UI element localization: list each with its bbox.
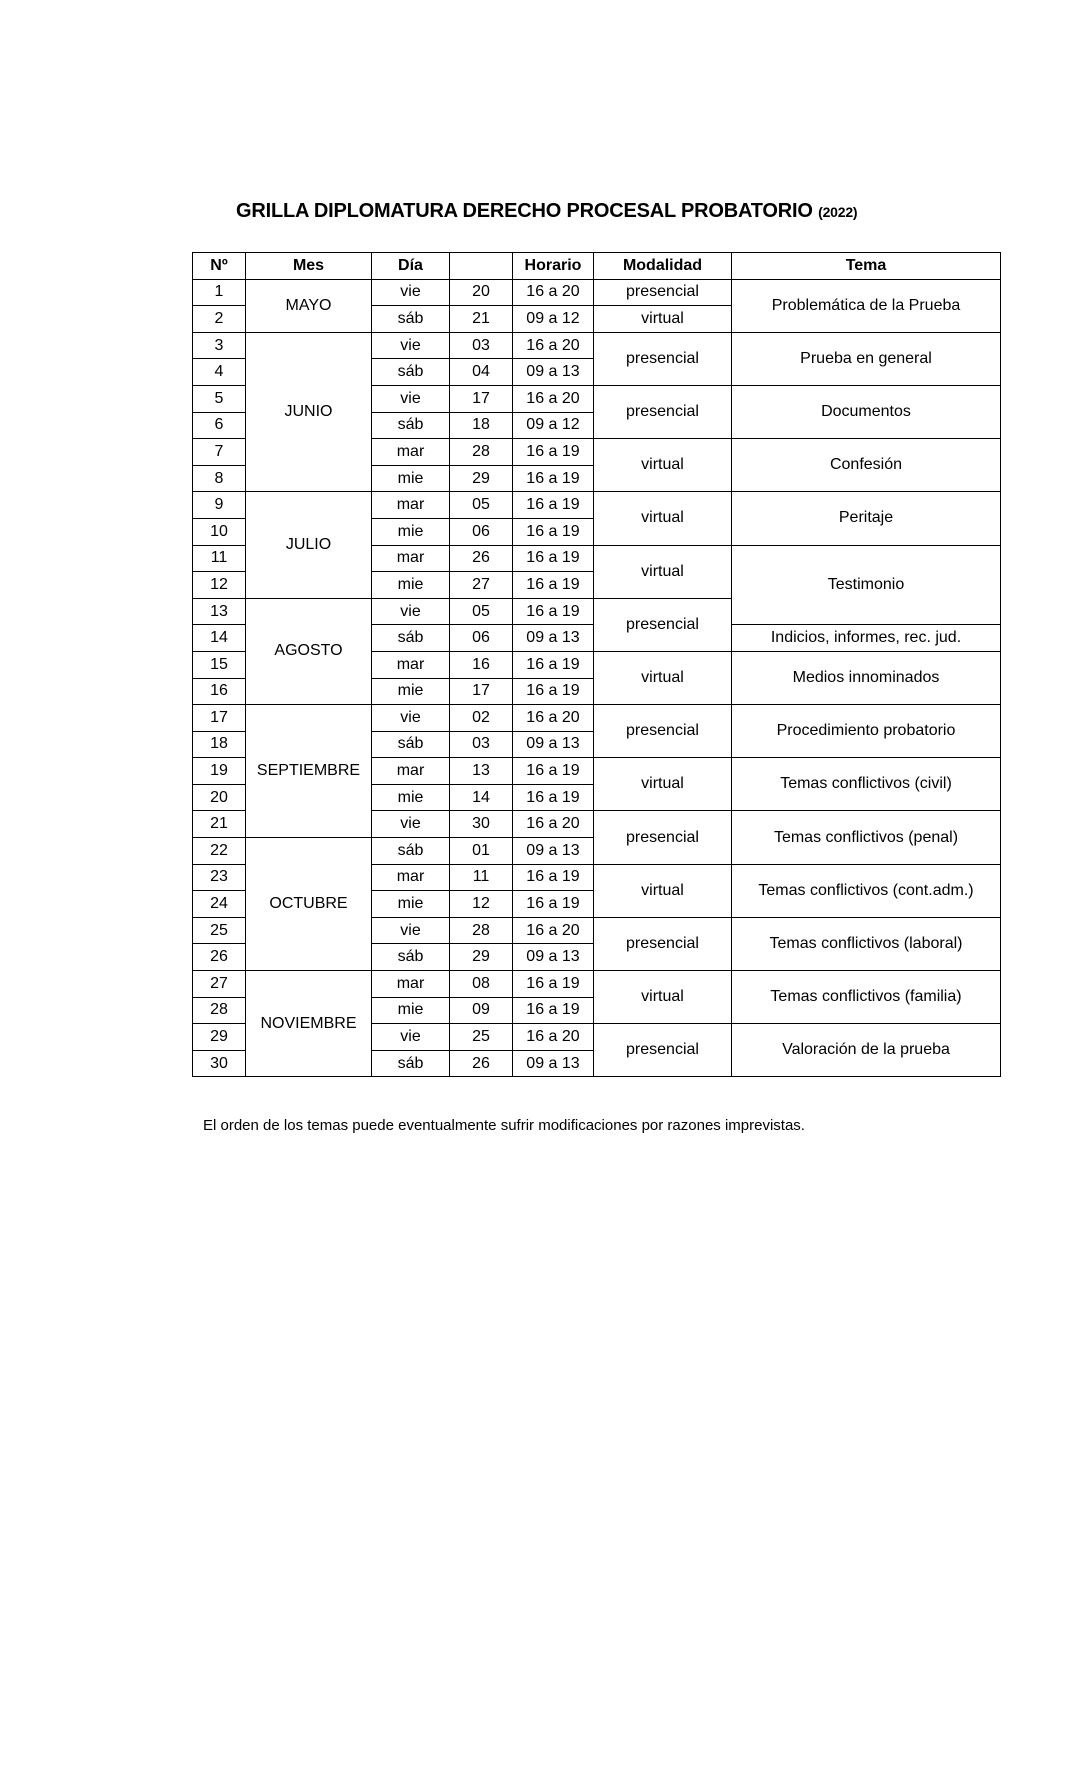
- cell-fecha: 30: [450, 811, 513, 838]
- cell-dia: sáb: [372, 306, 450, 333]
- cell-tema: Prueba en general: [732, 332, 1001, 385]
- table-row: [193, 279, 1001, 306]
- cell-dia: mar: [372, 439, 450, 466]
- cell-dia: mar: [372, 492, 450, 519]
- cell-fecha: 20: [450, 279, 513, 306]
- cell-dia: mie: [372, 997, 450, 1024]
- cell-horario: 16 a 20: [513, 385, 594, 412]
- cell-horario: 16 a 19: [513, 492, 594, 519]
- cell-dia: sáb: [372, 359, 450, 386]
- table-header-row: [193, 253, 1001, 280]
- header-tema: Tema: [732, 253, 1001, 280]
- cell-dia: mie: [372, 678, 450, 705]
- cell-fecha: 01: [450, 838, 513, 865]
- cell-numero: 27: [193, 971, 246, 998]
- cell-modalidad: virtual: [594, 758, 732, 811]
- cell-fecha: 29: [450, 465, 513, 492]
- cell-modalidad: presencial: [594, 811, 732, 864]
- cell-tema: Documentos: [732, 385, 1001, 438]
- cell-horario: 16 a 19: [513, 518, 594, 545]
- cell-tema: Temas conflictivos (penal): [732, 811, 1001, 864]
- cell-dia: mie: [372, 518, 450, 545]
- cell-fecha: 08: [450, 971, 513, 998]
- cell-fecha: 09: [450, 997, 513, 1024]
- header-modalidad: Modalidad: [594, 253, 732, 280]
- cell-dia: vie: [372, 385, 450, 412]
- cell-fecha: 21: [450, 306, 513, 333]
- cell-horario: 16 a 20: [513, 811, 594, 838]
- cell-modalidad: presencial: [594, 279, 732, 306]
- cell-dia: mie: [372, 784, 450, 811]
- cell-horario: 16 a 19: [513, 784, 594, 811]
- cell-dia: mar: [372, 971, 450, 998]
- cell-tema: Medios innominados: [732, 651, 1001, 704]
- cell-fecha: 17: [450, 678, 513, 705]
- cell-dia: mie: [372, 465, 450, 492]
- cell-mes: OCTUBRE: [246, 838, 372, 971]
- cell-horario: 09 a 13: [513, 944, 594, 971]
- cell-numero: 11: [193, 545, 246, 572]
- title-year: (2022): [818, 204, 858, 220]
- schedule-table: [192, 252, 1001, 1077]
- cell-fecha: 28: [450, 439, 513, 466]
- cell-dia: vie: [372, 279, 450, 306]
- cell-mes: AGOSTO: [246, 598, 372, 704]
- cell-fecha: 14: [450, 784, 513, 811]
- cell-horario: 16 a 20: [513, 705, 594, 732]
- cell-horario: 09 a 13: [513, 838, 594, 865]
- cell-dia: vie: [372, 598, 450, 625]
- cell-horario: 16 a 19: [513, 439, 594, 466]
- cell-modalidad: virtual: [594, 492, 732, 545]
- header-horario: Horario: [513, 253, 594, 280]
- cell-numero: 3: [193, 332, 246, 359]
- cell-dia: mar: [372, 758, 450, 785]
- cell-horario: 09 a 13: [513, 731, 594, 758]
- table-row: [193, 971, 1001, 998]
- cell-numero: 17: [193, 705, 246, 732]
- cell-horario: 16 a 19: [513, 864, 594, 891]
- cell-horario: 16 a 20: [513, 332, 594, 359]
- cell-tema: Temas conflictivos (civil): [732, 758, 1001, 811]
- cell-horario: 16 a 20: [513, 1024, 594, 1051]
- cell-modalidad: presencial: [594, 598, 732, 651]
- cell-fecha: 11: [450, 864, 513, 891]
- cell-dia: mie: [372, 891, 450, 918]
- cell-fecha: 28: [450, 917, 513, 944]
- table-row: [193, 705, 1001, 732]
- cell-horario: 16 a 19: [513, 758, 594, 785]
- cell-modalidad: virtual: [594, 439, 732, 492]
- cell-tema: Problemática de la Prueba: [732, 279, 1001, 332]
- header-mes: Mes: [246, 253, 372, 280]
- cell-dia: vie: [372, 917, 450, 944]
- cell-modalidad: presencial: [594, 385, 732, 438]
- cell-fecha: 16: [450, 651, 513, 678]
- footnote: El orden de los temas puede eventualmente sufrir modificaciones por razones imprevistas.: [203, 1117, 805, 1134]
- cell-dia: sáb: [372, 838, 450, 865]
- cell-numero: 18: [193, 731, 246, 758]
- cell-horario: 09 a 13: [513, 359, 594, 386]
- cell-fecha: 25: [450, 1024, 513, 1051]
- cell-dia: vie: [372, 332, 450, 359]
- cell-horario: 16 a 19: [513, 971, 594, 998]
- cell-numero: 16: [193, 678, 246, 705]
- cell-modalidad: virtual: [594, 306, 732, 333]
- cell-mes: NOVIEMBRE: [246, 971, 372, 1077]
- cell-modalidad: presencial: [594, 917, 732, 970]
- cell-numero: 22: [193, 838, 246, 865]
- cell-horario: 16 a 20: [513, 917, 594, 944]
- cell-tema: Testimonio: [732, 545, 1001, 625]
- cell-numero: 14: [193, 625, 246, 652]
- page-title: [236, 200, 896, 223]
- cell-dia: mar: [372, 545, 450, 572]
- cell-dia: sáb: [372, 1050, 450, 1077]
- cell-fecha: 13: [450, 758, 513, 785]
- cell-fecha: 03: [450, 731, 513, 758]
- cell-horario: 09 a 13: [513, 1050, 594, 1077]
- cell-numero: 8: [193, 465, 246, 492]
- cell-numero: 7: [193, 439, 246, 466]
- cell-tema: Temas conflictivos (familia): [732, 971, 1001, 1024]
- cell-horario: 16 a 19: [513, 545, 594, 572]
- cell-numero: 26: [193, 944, 246, 971]
- header-dia: Día: [372, 253, 450, 280]
- cell-tema: Procedimiento probatorio: [732, 705, 1001, 758]
- cell-horario: 16 a 20: [513, 279, 594, 306]
- cell-numero: 13: [193, 598, 246, 625]
- cell-fecha: 03: [450, 332, 513, 359]
- cell-numero: 19: [193, 758, 246, 785]
- cell-dia: vie: [372, 811, 450, 838]
- cell-mes: JUNIO: [246, 332, 372, 492]
- cell-horario: 16 a 19: [513, 678, 594, 705]
- cell-numero: 12: [193, 572, 246, 599]
- cell-dia: vie: [372, 705, 450, 732]
- cell-horario: 16 a 19: [513, 465, 594, 492]
- cell-tema: Valoración de la prueba: [732, 1024, 1001, 1077]
- cell-dia: sáb: [372, 944, 450, 971]
- cell-fecha: 27: [450, 572, 513, 599]
- cell-numero: 30: [193, 1050, 246, 1077]
- cell-dia: mie: [372, 572, 450, 599]
- cell-modalidad: virtual: [594, 971, 732, 1024]
- cell-tema: Temas conflictivos (laboral): [732, 917, 1001, 970]
- header-numero: Nº: [193, 253, 246, 280]
- cell-fecha: 17: [450, 385, 513, 412]
- cell-tema: Temas conflictivos (cont.adm.): [732, 864, 1001, 917]
- cell-numero: 24: [193, 891, 246, 918]
- cell-numero: 15: [193, 651, 246, 678]
- cell-tema: Peritaje: [732, 492, 1001, 545]
- cell-horario: 16 a 19: [513, 997, 594, 1024]
- cell-modalidad: virtual: [594, 864, 732, 917]
- cell-numero: 5: [193, 385, 246, 412]
- cell-mes: SEPTIEMBRE: [246, 705, 372, 838]
- cell-numero: 23: [193, 864, 246, 891]
- cell-dia: sáb: [372, 412, 450, 439]
- cell-numero: 21: [193, 811, 246, 838]
- cell-fecha: 06: [450, 518, 513, 545]
- cell-horario: 09 a 12: [513, 412, 594, 439]
- header-fecha: [450, 253, 513, 280]
- cell-horario: 09 a 13: [513, 625, 594, 652]
- cell-modalidad: presencial: [594, 705, 732, 758]
- cell-horario: 16 a 19: [513, 572, 594, 599]
- cell-horario: 16 a 19: [513, 598, 594, 625]
- cell-horario: 16 a 19: [513, 651, 594, 678]
- cell-numero: 2: [193, 306, 246, 333]
- table-row: [193, 332, 1001, 359]
- cell-horario: 16 a 19: [513, 891, 594, 918]
- cell-modalidad: virtual: [594, 545, 732, 598]
- cell-fecha: 04: [450, 359, 513, 386]
- cell-dia: mar: [372, 651, 450, 678]
- cell-dia: sáb: [372, 731, 450, 758]
- cell-modalidad: presencial: [594, 1024, 732, 1077]
- cell-fecha: 05: [450, 492, 513, 519]
- cell-tema: Indicios, informes, rec. jud.: [732, 625, 1001, 652]
- cell-fecha: 26: [450, 545, 513, 572]
- cell-fecha: 18: [450, 412, 513, 439]
- cell-numero: 28: [193, 997, 246, 1024]
- table-row: [193, 492, 1001, 519]
- cell-numero: 20: [193, 784, 246, 811]
- cell-mes: JULIO: [246, 492, 372, 598]
- cell-dia: mar: [372, 864, 450, 891]
- cell-fecha: 29: [450, 944, 513, 971]
- cell-numero: 25: [193, 917, 246, 944]
- cell-tema: Confesión: [732, 439, 1001, 492]
- cell-dia: vie: [372, 1024, 450, 1051]
- cell-horario: 09 a 12: [513, 306, 594, 333]
- cell-modalidad: presencial: [594, 332, 732, 385]
- cell-modalidad: virtual: [594, 651, 732, 704]
- cell-numero: 6: [193, 412, 246, 439]
- cell-fecha: 12: [450, 891, 513, 918]
- cell-fecha: 26: [450, 1050, 513, 1077]
- cell-numero: 29: [193, 1024, 246, 1051]
- title-text: GRILLA DIPLOMATURA DERECHO PROCESAL PROBATORIO: [236, 200, 813, 222]
- cell-numero: 10: [193, 518, 246, 545]
- cell-fecha: 02: [450, 705, 513, 732]
- schedule-body: [193, 279, 1001, 1077]
- cell-mes: MAYO: [246, 279, 372, 332]
- cell-numero: 4: [193, 359, 246, 386]
- cell-numero: 9: [193, 492, 246, 519]
- cell-fecha: 05: [450, 598, 513, 625]
- cell-fecha: 06: [450, 625, 513, 652]
- cell-numero: 1: [193, 279, 246, 306]
- cell-dia: sáb: [372, 625, 450, 652]
